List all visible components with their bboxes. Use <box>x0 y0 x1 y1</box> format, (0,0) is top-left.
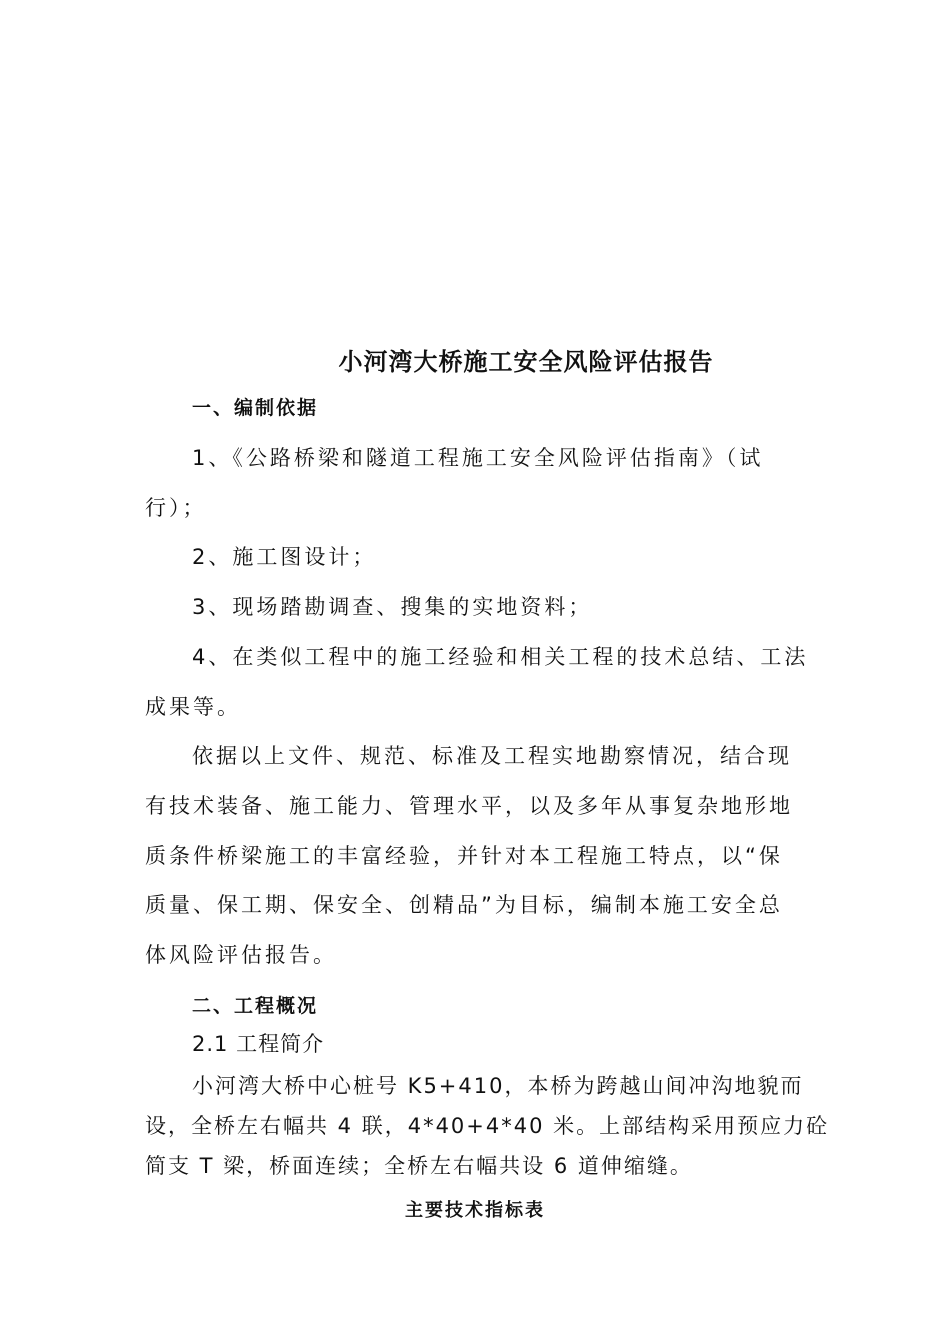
table-caption: 主要技术指标表 <box>405 1200 545 1221</box>
basis-item-1-line-1: 1、《公路桥梁和隧道工程施工安全风险评估指南》（试 <box>192 446 764 470</box>
subsection-heading: 2.1 工程简介 <box>192 1032 325 1056</box>
basis-item-1-line-2: 行）； <box>145 496 207 520</box>
overview-paragraph-line: 简支 T 梁，桥面连续；全桥左右幅共设 6 道伸缩缝。 <box>145 1154 693 1178</box>
basis-item-4-line-1: 4、在类似工程中的施工经验和相关工程的技术总结、工法 <box>192 645 809 669</box>
basis-paragraph-line: 质量、保工期、保安全、创精品”为目标，编制本施工安全总 <box>145 893 783 917</box>
basis-paragraph-line: 有技术装备、施工能力、管理水平，以及多年从事复杂地形地 <box>145 794 793 818</box>
basis-item-2: 2、施工图设计； <box>192 545 377 569</box>
basis-item-3: 3、现场踏勘调查、搜集的实地资料； <box>192 595 593 619</box>
section-heading-basis: 一、编制依据 <box>192 397 319 419</box>
document-title: 小河湾大桥施工安全风险评估报告 <box>338 347 714 376</box>
section-heading-overview: 二、工程概况 <box>192 995 319 1017</box>
basis-paragraph-line: 依据以上文件、规范、标准及工程实地勘察情况，结合现 <box>192 744 792 768</box>
overview-paragraph-line: 设，全桥左右幅共 4 联，4*40+4*40 米。上部结构采用预应力砼 <box>145 1114 830 1138</box>
basis-paragraph-line: 体风险评估报告。 <box>145 943 337 967</box>
overview-paragraph-line: 小河湾大桥中心桩号 K5+410，本桥为跨越山间冲沟地貌而 <box>192 1074 804 1098</box>
basis-paragraph-line: 质条件桥梁施工的丰富经验，并针对本工程施工特点，以“保 <box>145 844 783 868</box>
basis-item-4-line-2: 成果等。 <box>145 695 241 719</box>
